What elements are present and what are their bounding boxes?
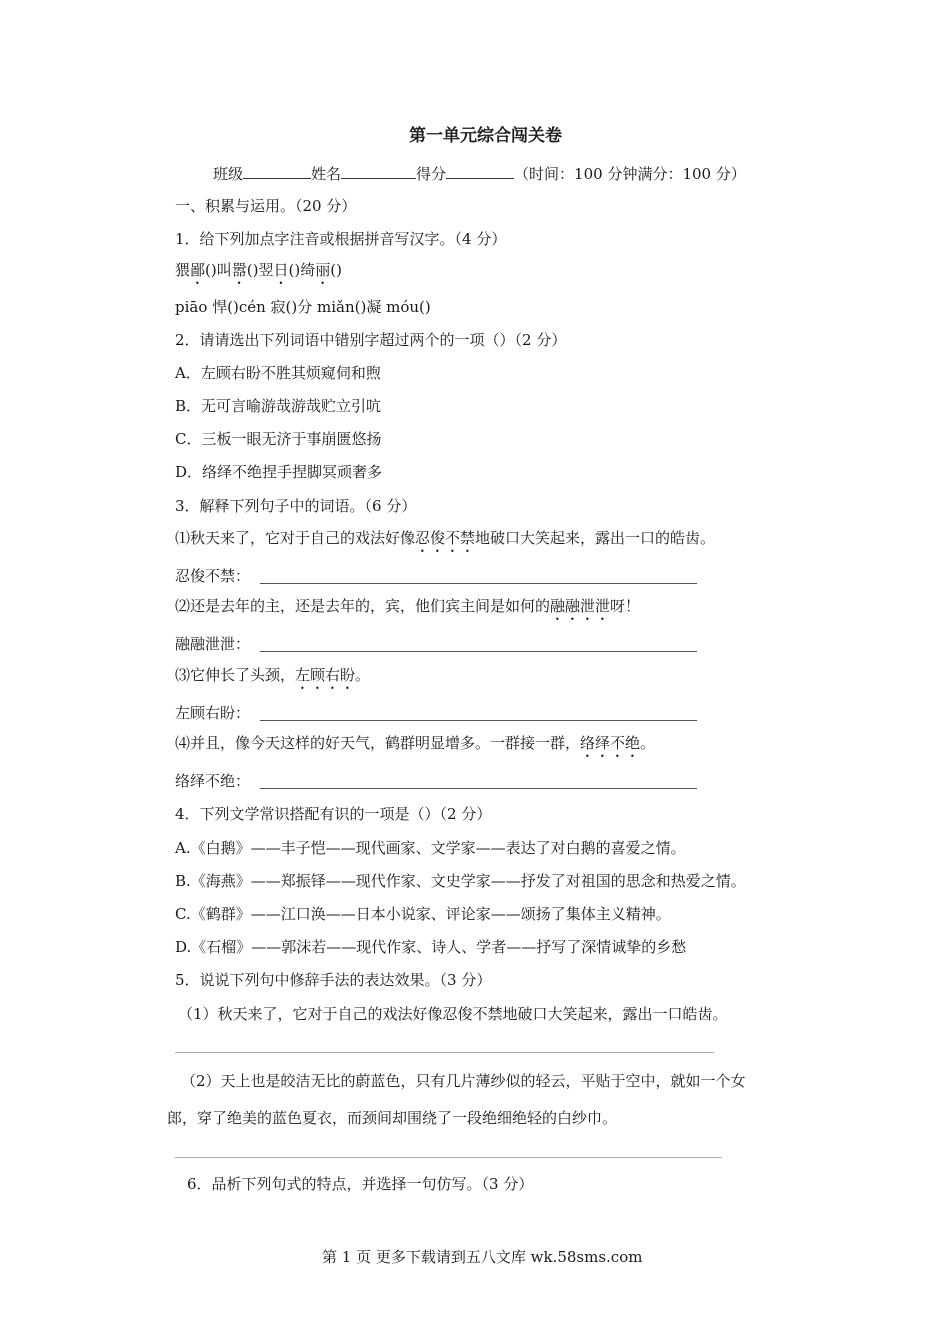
q5-sentence-1: （1）秋天来了，它对于自己的戏法好像忍俊不禁地破口大笑起来，露出一口皓齿。: [178, 1005, 728, 1023]
q1-word: 猥: [175, 261, 191, 279]
q4-option-c: C.《鹤群》——江口涣——日本小说家、评论家——颂扬了集体主义精神。: [175, 905, 671, 923]
q1-dotted-char: 鄙: [190, 261, 206, 279]
q3-label-4: 络绎不绝：: [175, 772, 251, 790]
q2-option-c: C．三板一眼无济于事崩匮悠扬: [175, 430, 382, 448]
q3-sentence-4: [175, 733, 655, 761]
dotted-phrase: 融融泄泄: [550, 597, 611, 615]
q3-label-1: 忍俊不禁：: [175, 567, 251, 585]
q2-option-a: A．左顾右盼不胜其烦窥伺和煦: [175, 364, 381, 382]
answer-line[interactable]: [260, 720, 697, 721]
dotted-phrase: 左顾右盼: [295, 666, 356, 684]
sentence-text: ⑶它伸长了头颈，: [175, 666, 296, 684]
header-info: [213, 162, 746, 184]
q1-dotted-char: 日: [273, 261, 289, 279]
q2-option-d: D．络绎不绝捏手捏脚冥顽奢多: [175, 463, 383, 481]
q1-blank: (): [288, 261, 301, 279]
answer-line[interactable]: [260, 583, 697, 584]
q5-sentence-2a: （2）天上也是皎洁无比的蔚蓝色，只有几片薄纱似的轻云，平贴于空中，就如一个女: [181, 1072, 746, 1090]
sentence-text: 地破口大笑起来，露出一口的皓齿。: [475, 529, 716, 547]
sentence-text: 呀！: [610, 597, 641, 615]
q3-label-3: 左顾右盼：: [175, 704, 251, 722]
q5-stem: 5．说说下列句中修辞手法的表达效果。（3 分）: [175, 971, 492, 989]
sentence-text: 。: [355, 666, 371, 684]
page-footer: 第 1 页 更多下载请到五八文库 wk.58sms.com: [322, 1248, 643, 1266]
name-label: 姓名: [311, 165, 342, 183]
section-heading: 一、积累与运用。（20 分）: [175, 197, 357, 215]
q3-sentence-2: [175, 596, 640, 624]
name-blank: [341, 162, 416, 179]
class-blank: [243, 162, 311, 179]
time-info: （时间：100 分钟满分：100 分）: [514, 165, 746, 183]
sentence-text: 。: [640, 734, 656, 752]
q1-dotted-char: 嚣: [231, 261, 247, 279]
dotted-phrase: 络绎不绝: [580, 734, 641, 752]
q3-label-2: 融融泄泄：: [175, 635, 251, 653]
sentence-text: ⑵还是去年的主，还是去年的，宾，他们宾主间是如何的: [175, 597, 551, 615]
q4-option-d: D.《石榴》——郭沫若——现代作家、诗人、学者——抒写了深情诚挚的乡愁: [175, 938, 687, 956]
answer-line[interactable]: [175, 1052, 714, 1053]
answer-line[interactable]: [260, 651, 697, 652]
q4-option-b: B.《海燕》——郑振铎——现代作家、文史学家——抒发了对祖国的思念和热爱之情。: [175, 872, 746, 890]
q1-word: 绮: [300, 261, 316, 279]
dotted-phrase: 忍俊不禁: [415, 529, 476, 547]
q6-stem: 6．品析下列句式的特点，并选择一句仿写。（3 分）: [187, 1175, 534, 1193]
q3-sentence-3: [175, 665, 370, 693]
q1-blank: (): [246, 261, 259, 279]
q4-option-a: A.《白鹅》——丰子恺——现代画家、文学家——表达了对白鹅的喜爱之情。: [175, 839, 686, 857]
q4-stem: 4．下列文学常识搭配有识的一项是（）（2 分）: [175, 805, 492, 823]
q3-stem: 3．解释下列句子中的词语。（6 分）: [175, 497, 417, 515]
q5-sentence-2b: 郎，穿了绝美的蓝色夏衣，而颈间却围绕了一段绝细绝轻的白纱巾。: [167, 1109, 618, 1127]
q1-blank: (): [205, 261, 217, 279]
q1-row1: [175, 260, 342, 288]
q1-dotted-char: 丽: [315, 261, 331, 279]
q1-word: 叫: [216, 261, 232, 279]
sentence-text: ⑷并且，像今天这样的好天气，鹤群明显增多。一群接一群，: [175, 734, 581, 752]
page-title: 第一单元综合闯关卷: [409, 126, 562, 146]
q1-word: 翌: [258, 261, 274, 279]
q1-blank: (): [330, 261, 342, 279]
score-blank: [446, 162, 514, 179]
q2-option-b: B．无可言喻游哉游哉贮立引吭: [175, 397, 382, 415]
q2-stem: 2．请请选出下列词语中错别字超过两个的一项（）（2 分）: [175, 331, 567, 349]
q1-row2: piāo 悍()cén 寂()分 miǎn()凝 móu(): [175, 298, 431, 316]
answer-line[interactable]: [175, 1157, 722, 1158]
q1-stem: 1．给下列加点字注音或根据拼音写汉字。（4 分）: [175, 230, 507, 248]
score-label: 得分: [416, 165, 447, 183]
answer-line[interactable]: [260, 788, 697, 789]
class-label: 班级: [213, 165, 244, 183]
q3-sentence-1: [175, 528, 715, 556]
sentence-text: ⑴秋天来了，它对于自己的戏法好像: [175, 529, 416, 547]
